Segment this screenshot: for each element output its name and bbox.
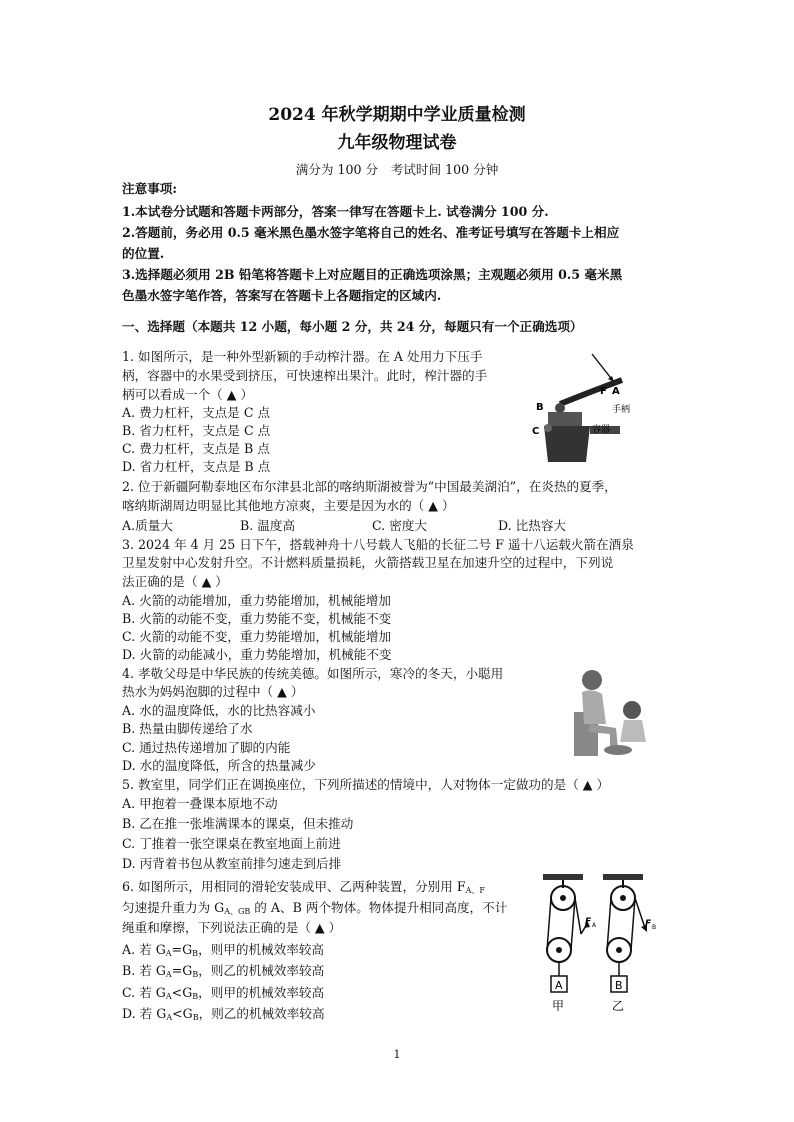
question-1-option-d: D. 省力杠杆，支点是 B 点	[122, 459, 271, 474]
notice-line: 的位置.	[122, 246, 165, 261]
question-3-option-b: B. 火箭的动能不变，重力势能不变，机械能不变	[122, 611, 392, 626]
question-4-option-b: B. 热量由脚传递给了水	[122, 721, 253, 736]
ceiling-jia	[543, 874, 583, 880]
pulley-figure	[535, 872, 665, 1017]
label-fa: F	[585, 917, 592, 927]
mother-head	[582, 670, 602, 690]
question-2-option-a: A.质量大	[122, 518, 173, 533]
basin	[604, 745, 632, 755]
question-5-stem: 5. 教室里，同学们正在调换座位，下列所描述的情境中，人对物体一定做功的是（ ▲ ）	[122, 777, 610, 792]
label-container: 容器	[592, 425, 611, 435]
question-2-option-c: C. 密度大	[372, 518, 427, 533]
label-b: B	[536, 402, 544, 413]
question-3-stem: 法正确的是（ ▲ ）	[122, 574, 228, 589]
label-fb-sub: B	[652, 924, 657, 931]
question-1-stem: 柄可以看成一个（ ▲ ）	[122, 387, 254, 402]
question-6-stem: 绳重和摩擦，下列说法正确的是（ ▲ ）	[122, 920, 342, 935]
question-6-option-d: D. 若 GA<GB，则乙的机械效率较高	[122, 1006, 325, 1022]
section-heading: 一、选择题（本题共 12 小题，每小题 2 分，共 24 分，每题只有一个正确选项）	[122, 319, 583, 334]
label-fa-sub: A	[592, 922, 597, 929]
question-5-option-d: D. 丙背着书包从教室前排匀速走到后排	[122, 856, 342, 871]
question-2-stem: 喀纳斯湖周边明显比其他地方凉爽，主要是因为水的（ ▲ ）	[122, 498, 455, 513]
question-2-option-d: D. 比热容大	[498, 518, 567, 533]
child-head	[623, 701, 641, 719]
question-6-stem: 匀速提升重力为 GA、GB 的 A、B 两个物体。物体提升相同高度，不计	[122, 900, 508, 916]
question-3-stem: 卫星发射中心发射升空。不计燃料质量损耗，火箭搭载卫星在加速升空的过程中，下列说	[122, 555, 614, 570]
label-jia: 甲	[552, 999, 565, 1013]
question-3-stem: 3. 2024 年 4 月 25 日下午，搭载神舟十八号载人飞船的长征二号 F 遥十八运载火箭在酒泉	[122, 537, 634, 552]
question-6-stem: 6. 如图所示，用相同的滑轮安装成甲、乙两种装置，分别用 FA、F	[122, 879, 485, 895]
question-1-option-b: B. 省力杠杆，支点是 C 点	[122, 423, 271, 438]
box-b-label: B	[615, 979, 623, 992]
label-handle: 手柄	[612, 405, 631, 415]
notice-heading: 注意事项:	[122, 181, 178, 196]
question-5-option-b: B. 乙在推一张堆满课本的课桌，但未推动	[122, 816, 354, 831]
question-1-stem: 1. 如图所示，是一种外型新颖的手动榨汁器。在 A 处用力下压手	[122, 349, 483, 364]
question-4-option-c: C. 通过热传递增加了脚的内能	[122, 740, 291, 755]
notice-line: 3.选择题必须用 2B 铅笔将答题卡上对应题目的正确选项涂黑；主观题必须用 0.5 毫米黑	[122, 267, 623, 282]
label-a: A	[612, 386, 620, 397]
question-2-stem: 2. 位于新疆阿勒泰地区布尔津县北部的喀纳斯湖被誉为“中国最美湖泊”，在炎热的夏季，	[122, 479, 617, 494]
question-1-stem: 柄，容器中的水果受到挤压，可快速榨出果汁。此时，榨汁器的手	[122, 368, 488, 383]
notice-line: 1.本试卷分试题和答题卡两部分，答案一律写在答题卡上. 试卷满分 100 分.	[122, 204, 549, 219]
question-1-option-a: A. 费力杠杆，支点是 C 点	[122, 405, 271, 420]
page-number: 1	[393, 1048, 401, 1061]
notice-line: 2.答题前，务必用 0.5 毫米黑色墨水签字笔将自己的姓名、准考证号填写在答题卡上相应	[122, 225, 620, 240]
juicer-container	[544, 426, 590, 462]
label-fb: F	[645, 919, 652, 929]
label-yi: 乙	[612, 999, 625, 1013]
question-4-option-a: A. 水的温度降低，水的比热容减小	[122, 703, 316, 718]
question-3-option-a: A. 火箭的动能增加，重力势能增加，机械能增加	[122, 593, 391, 608]
question-4-stem: 热水为妈妈泡脚的过程中（ ▲ ）	[122, 684, 304, 699]
label-f: F	[600, 386, 607, 397]
question-6-option-c: C. 若 GA<GB，则甲的机械效率较高	[122, 985, 325, 1001]
ceiling-yi	[603, 874, 643, 880]
question-1-option-c: C. 费力杠杆，支点是 B 点	[122, 441, 270, 456]
exam-info: 满分为 100 分 考试时间 100 分钟	[295, 162, 499, 177]
question-2-option-b: B. 温度高	[240, 518, 296, 533]
question-4-option-d: D. 水的温度降低，所含的热量减少	[122, 758, 316, 773]
exam-subtitle: 九年级物理试卷	[337, 133, 457, 153]
question-6-option-a: A. 若 GA=GB，则甲的机械效率较高	[122, 942, 324, 958]
exam-title: 2024 年秋学期期中学业质量检测	[268, 105, 526, 125]
question-5-option-c: C. 丁推着一张空课桌在教室地面上前进	[122, 836, 341, 851]
question-6-option-b: B. 若 GA=GB，则乙的机械效率较高	[122, 963, 325, 979]
juicer-figure	[530, 352, 640, 470]
box-a-label: A	[555, 979, 563, 992]
question-5-option-a: A. 甲抱着一叠课本原地不动	[122, 796, 278, 811]
question-3-option-c: C. 火箭的动能不变，重力势能增加，机械能增加	[122, 629, 392, 644]
foot-bath-figure	[570, 664, 655, 762]
label-c: C	[532, 426, 540, 437]
question-4-stem: 4. 孝敬父母是中华民族的传统美德。如图所示，寒冷的冬天，小聪用	[122, 666, 504, 681]
notice-line: 色墨水签字笔作答，答案写在答题卡上各题指定的区域内.	[122, 288, 442, 303]
question-3-option-d: D. 火箭的动能减小，重力势能增加，机械能不变	[122, 647, 392, 662]
